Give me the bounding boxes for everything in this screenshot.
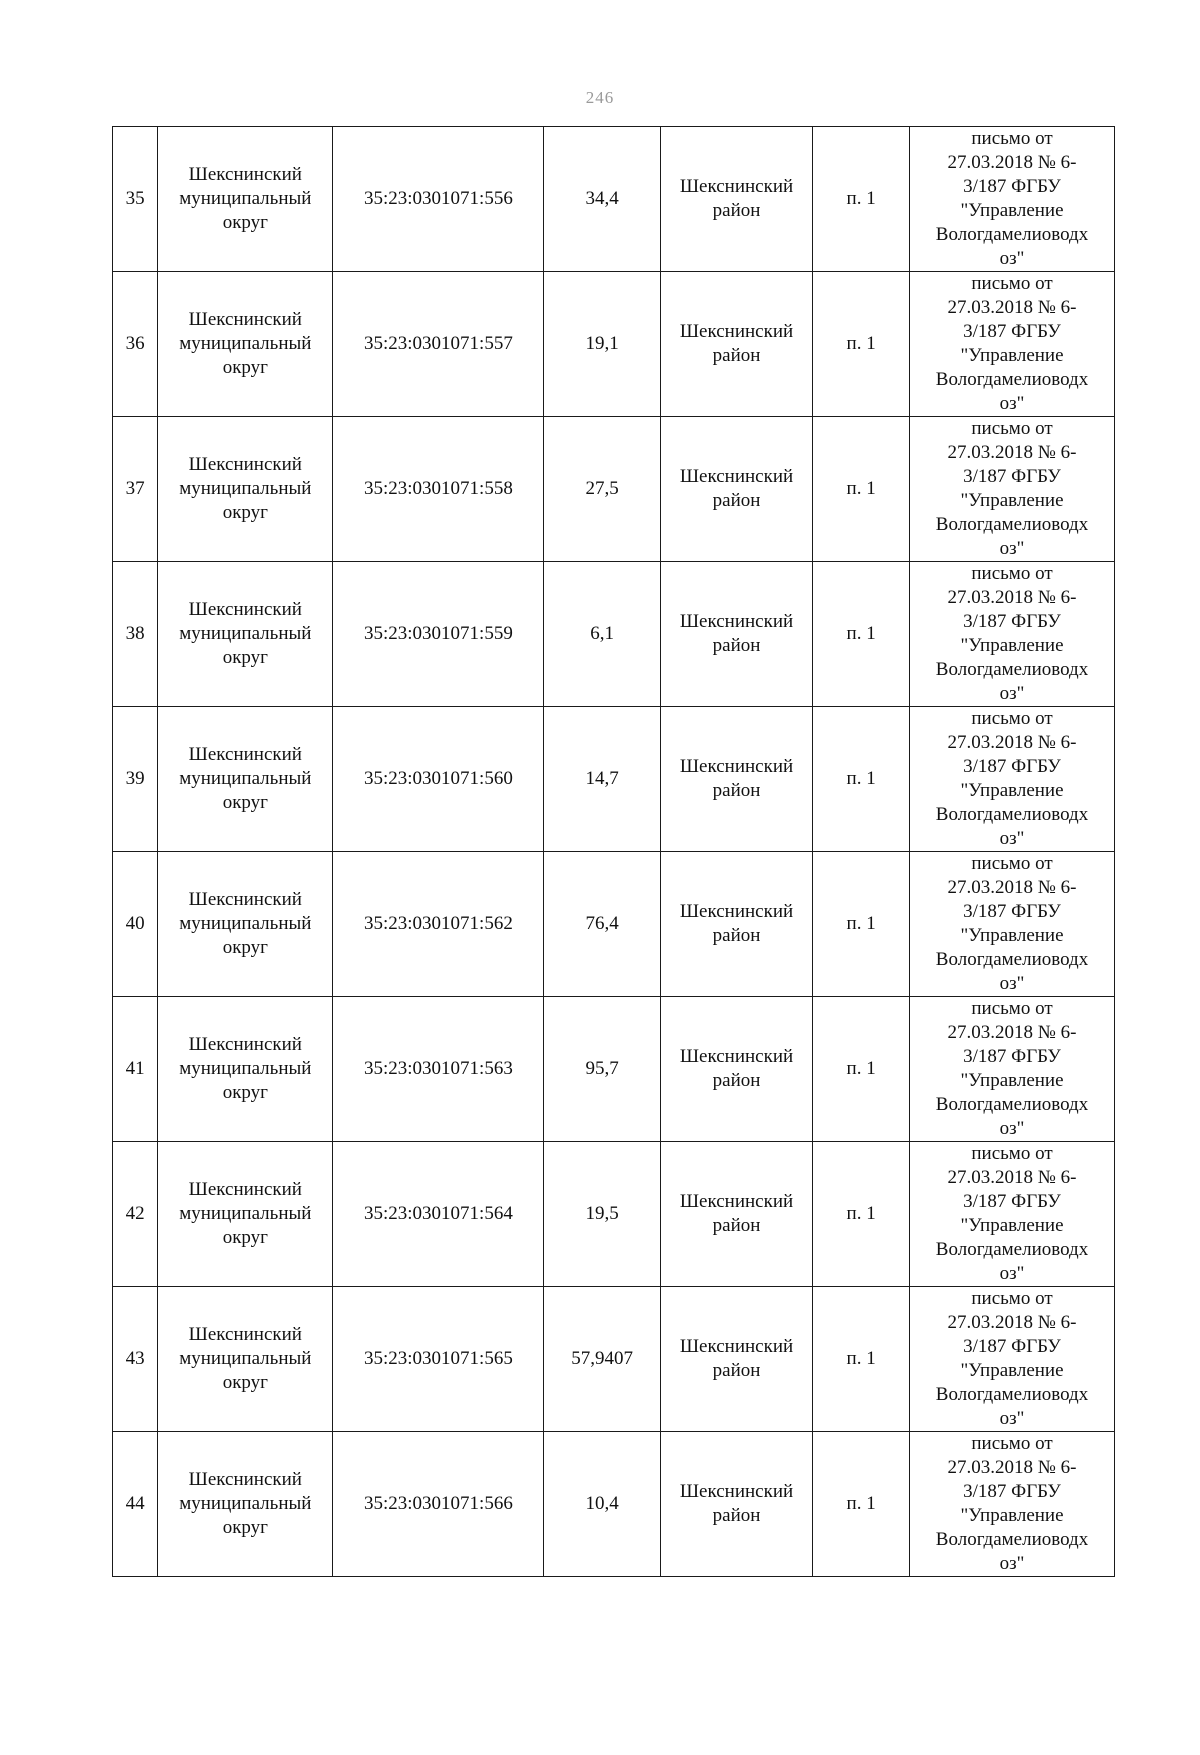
row-number-cell: 40	[113, 852, 158, 997]
basis-cell-line: 27.03.2018 № 6-	[947, 1022, 1077, 1043]
basis-cell-line: оз"	[999, 1118, 1025, 1139]
table-row	[113, 417, 1115, 562]
row-number-cell: 42	[113, 1142, 158, 1287]
basis-cell-line: "Управление	[960, 1215, 1064, 1236]
basis-cell-line: Вологдамелиоводх	[935, 514, 1089, 535]
basis-cell-line: оз"	[999, 828, 1025, 849]
basis-cell	[910, 852, 1115, 997]
basis-cell-line: 27.03.2018 № 6-	[947, 1457, 1077, 1478]
municipality-cell	[158, 997, 333, 1142]
basis-cell-line: письмо от	[971, 563, 1053, 584]
municipality-cell-line: округ	[222, 1372, 268, 1393]
cadastral-number-cell: 35:23:0301071:559	[333, 562, 544, 707]
region-cell	[660, 707, 812, 852]
municipality-cell-line: Шекснинский	[188, 1469, 302, 1490]
municipality-cell-line: Шекснинский	[188, 454, 302, 475]
basis-cell-line: оз"	[999, 393, 1025, 414]
municipality-cell-line: Шекснинский	[188, 164, 302, 185]
basis-cell-line: оз"	[999, 1263, 1025, 1284]
municipality-cell	[158, 417, 333, 562]
basis-cell	[910, 1432, 1115, 1577]
basis-cell-line: Вологдамелиоводх	[935, 1094, 1089, 1115]
basis-cell-line: 3/187 ФГБУ	[963, 1481, 1061, 1502]
basis-cell-line: письмо от	[971, 418, 1053, 439]
item-cell: п. 1	[813, 1142, 910, 1287]
municipality-cell-line: муниципальный	[179, 768, 312, 789]
region-cell-line: район	[712, 780, 761, 801]
municipality-cell-line: муниципальный	[179, 1058, 312, 1079]
item-cell: п. 1	[813, 272, 910, 417]
basis-cell-line: Вологдамелиоводх	[935, 1239, 1089, 1260]
basis-cell-line: Вологдамелиоводх	[935, 804, 1089, 825]
municipality-cell	[158, 1142, 333, 1287]
row-number-cell: 35	[113, 127, 158, 272]
basis-cell-line: оз"	[999, 973, 1025, 994]
basis-cell-line: 27.03.2018 № 6-	[947, 732, 1077, 753]
region-cell	[660, 852, 812, 997]
region-cell-line: Шекснинский	[679, 901, 794, 922]
basis-cell-line: "Управление	[960, 1070, 1064, 1091]
basis-cell-line: 3/187 ФГБУ	[963, 1336, 1061, 1357]
region-cell-line: Шекснинский	[679, 176, 794, 197]
municipality-cell-line: муниципальный	[179, 1203, 312, 1224]
basis-cell-line: 3/187 ФГБУ	[963, 611, 1061, 632]
area-cell: 57,9407	[544, 1287, 660, 1432]
basis-cell-line: "Управление	[960, 1505, 1064, 1526]
row-number-cell: 36	[113, 272, 158, 417]
basis-cell-line: оз"	[999, 248, 1025, 269]
item-cell: п. 1	[813, 127, 910, 272]
area-cell: 14,7	[544, 707, 660, 852]
municipality-cell-line: округ	[222, 937, 268, 958]
basis-cell	[910, 997, 1115, 1142]
municipality-cell-line: Шекснинский	[188, 1034, 302, 1055]
basis-cell-line: 3/187 ФГБУ	[963, 1046, 1061, 1067]
item-cell: п. 1	[813, 562, 910, 707]
region-cell-line: Шекснинский	[679, 1191, 794, 1212]
municipality-cell-line: Шекснинский	[188, 1324, 302, 1345]
basis-cell-line: 27.03.2018 № 6-	[947, 442, 1077, 463]
basis-cell-line: 27.03.2018 № 6-	[947, 877, 1077, 898]
page-number: 246	[585, 88, 615, 107]
row-number-cell: 38	[113, 562, 158, 707]
table-row	[113, 1142, 1115, 1287]
region-cell-line: район	[712, 1215, 761, 1236]
region-cell	[660, 1432, 812, 1577]
table-row	[113, 997, 1115, 1142]
cadastral-number-cell: 35:23:0301071:556	[333, 127, 544, 272]
region-cell	[660, 417, 812, 562]
municipality-cell-line: Шекснинский	[188, 1179, 302, 1200]
basis-cell-line: "Управление	[960, 780, 1064, 801]
table-row	[113, 1432, 1115, 1577]
region-cell	[660, 997, 812, 1142]
municipality-cell-line: Шекснинский	[188, 599, 302, 620]
basis-cell-line: Вологдамелиоводх	[935, 224, 1089, 245]
region-cell-line: Шекснинский	[679, 611, 794, 632]
region-cell-line: Шекснинский	[679, 1481, 794, 1502]
basis-cell-line: письмо от	[971, 853, 1053, 874]
basis-cell-line: 27.03.2018 № 6-	[947, 1167, 1077, 1188]
region-cell-line: район	[712, 1360, 761, 1381]
basis-cell-line: "Управление	[960, 200, 1064, 221]
basis-cell-line: Вологдамелиоводх	[935, 369, 1089, 390]
row-number-cell: 37	[113, 417, 158, 562]
basis-cell-line: Вологдамелиоводх	[935, 1529, 1089, 1550]
item-cell: п. 1	[813, 1432, 910, 1577]
region-cell-line: район	[712, 635, 761, 656]
basis-cell-line: оз"	[999, 538, 1025, 559]
cadastral-number-cell: 35:23:0301071:564	[333, 1142, 544, 1287]
area-cell: 34,4	[544, 127, 660, 272]
table-body	[113, 127, 1115, 1577]
basis-cell-line: "Управление	[960, 925, 1064, 946]
municipality-cell-line: округ	[222, 212, 268, 233]
municipality-cell-line: округ	[222, 1517, 268, 1538]
region-cell	[660, 1287, 812, 1432]
basis-cell-line: оз"	[999, 1553, 1025, 1574]
area-cell: 19,1	[544, 272, 660, 417]
basis-cell-line: 3/187 ФГБУ	[963, 176, 1061, 197]
basis-cell-line: 27.03.2018 № 6-	[947, 1312, 1077, 1333]
basis-cell-line: письмо от	[971, 998, 1053, 1019]
item-cell: п. 1	[813, 852, 910, 997]
cadastral-number-cell: 35:23:0301071:563	[333, 997, 544, 1142]
municipality-cell	[158, 1287, 333, 1432]
municipality-cell-line: муниципальный	[179, 1348, 312, 1369]
municipality-cell-line: Шекснинский	[188, 744, 302, 765]
row-number-cell: 43	[113, 1287, 158, 1432]
area-cell: 95,7	[544, 997, 660, 1142]
municipality-cell-line: муниципальный	[179, 478, 312, 499]
table-row	[113, 707, 1115, 852]
area-cell: 10,4	[544, 1432, 660, 1577]
municipality-cell	[158, 562, 333, 707]
municipality-cell	[158, 272, 333, 417]
basis-cell-line: оз"	[999, 1408, 1025, 1429]
basis-cell	[910, 272, 1115, 417]
basis-cell-line: письмо от	[971, 273, 1053, 294]
basis-cell-line: "Управление	[960, 490, 1064, 511]
municipality-cell	[158, 852, 333, 997]
basis-cell-line: письмо от	[971, 1288, 1053, 1309]
region-cell-line: Шекснинский	[679, 466, 794, 487]
region-cell-line: район	[712, 925, 761, 946]
region-cell-line: район	[712, 200, 761, 221]
municipality-cell-line: округ	[222, 647, 268, 668]
row-number-cell: 39	[113, 707, 158, 852]
land-plots-table	[112, 126, 1115, 1577]
item-cell: п. 1	[813, 997, 910, 1142]
region-cell-line: район	[712, 490, 761, 511]
item-cell: п. 1	[813, 1287, 910, 1432]
region-cell-line: район	[712, 1070, 761, 1091]
row-number-cell: 41	[113, 997, 158, 1142]
basis-cell-line: 3/187 ФГБУ	[963, 901, 1061, 922]
basis-cell-line: оз"	[999, 683, 1025, 704]
area-cell: 27,5	[544, 417, 660, 562]
municipality-cell-line: Шекснинский	[188, 309, 302, 330]
municipality-cell-line: округ	[222, 357, 268, 378]
basis-cell	[910, 562, 1115, 707]
region-cell-line: район	[712, 1505, 761, 1526]
municipality-cell-line: округ	[222, 1227, 268, 1248]
cadastral-number-cell: 35:23:0301071:558	[333, 417, 544, 562]
region-cell	[660, 1142, 812, 1287]
region-cell-line: Шекснинский	[679, 321, 794, 342]
basis-cell-line: "Управление	[960, 635, 1064, 656]
cadastral-number-cell: 35:23:0301071:566	[333, 1432, 544, 1577]
basis-cell-line: письмо от	[971, 1433, 1053, 1454]
basis-cell	[910, 707, 1115, 852]
item-cell: п. 1	[813, 417, 910, 562]
municipality-cell-line: Шекснинский	[188, 889, 302, 910]
municipality-cell-line: муниципальный	[179, 188, 312, 209]
basis-cell-line: Вологдамелиоводх	[935, 1384, 1089, 1405]
basis-cell	[910, 1287, 1115, 1432]
municipality-cell-line: муниципальный	[179, 623, 312, 644]
basis-cell-line: 27.03.2018 № 6-	[947, 297, 1077, 318]
table-row	[113, 127, 1115, 272]
basis-cell-line: 3/187 ФГБУ	[963, 321, 1061, 342]
municipality-cell-line: муниципальный	[179, 913, 312, 934]
basis-cell	[910, 127, 1115, 272]
cadastral-number-cell: 35:23:0301071:565	[333, 1287, 544, 1432]
table-row	[113, 562, 1115, 707]
region-cell-line: район	[712, 345, 761, 366]
basis-cell-line: 3/187 ФГБУ	[963, 756, 1061, 777]
cadastral-number-cell: 35:23:0301071:557	[333, 272, 544, 417]
cadastral-number-cell: 35:23:0301071:562	[333, 852, 544, 997]
basis-cell-line: "Управление	[960, 345, 1064, 366]
municipality-cell-line: округ	[222, 1082, 268, 1103]
row-number-cell: 44	[113, 1432, 158, 1577]
area-cell: 19,5	[544, 1142, 660, 1287]
municipality-cell-line: округ	[222, 792, 268, 813]
region-cell	[660, 127, 812, 272]
cadastral-number-cell: 35:23:0301071:560	[333, 707, 544, 852]
basis-cell-line: 27.03.2018 № 6-	[947, 152, 1077, 173]
municipality-cell	[158, 707, 333, 852]
region-cell-line: Шекснинский	[679, 1046, 794, 1067]
basis-cell-line: Вологдамелиоводх	[935, 659, 1089, 680]
municipality-cell-line: муниципальный	[179, 333, 312, 354]
basis-cell-line: письмо от	[971, 128, 1053, 149]
area-cell: 76,4	[544, 852, 660, 997]
basis-cell-line: "Управление	[960, 1360, 1064, 1381]
basis-cell-line: 27.03.2018 № 6-	[947, 587, 1077, 608]
basis-cell-line: письмо от	[971, 708, 1053, 729]
basis-cell-line: письмо от	[971, 1143, 1053, 1164]
municipality-cell	[158, 1432, 333, 1577]
region-cell	[660, 272, 812, 417]
region-cell	[660, 562, 812, 707]
table-row	[113, 1287, 1115, 1432]
item-cell: п. 1	[813, 707, 910, 852]
basis-cell-line: 3/187 ФГБУ	[963, 466, 1061, 487]
region-cell-line: Шекснинский	[679, 1336, 794, 1357]
table-row	[113, 852, 1115, 997]
basis-cell	[910, 417, 1115, 562]
municipality-cell-line: муниципальный	[179, 1493, 312, 1514]
basis-cell-line: Вологдамелиоводх	[935, 949, 1089, 970]
municipality-cell	[158, 127, 333, 272]
area-cell: 6,1	[544, 562, 660, 707]
basis-cell-line: 3/187 ФГБУ	[963, 1191, 1061, 1212]
region-cell-line: Шекснинский	[679, 756, 794, 777]
table-row	[113, 272, 1115, 417]
basis-cell	[910, 1142, 1115, 1287]
municipality-cell-line: округ	[222, 502, 268, 523]
